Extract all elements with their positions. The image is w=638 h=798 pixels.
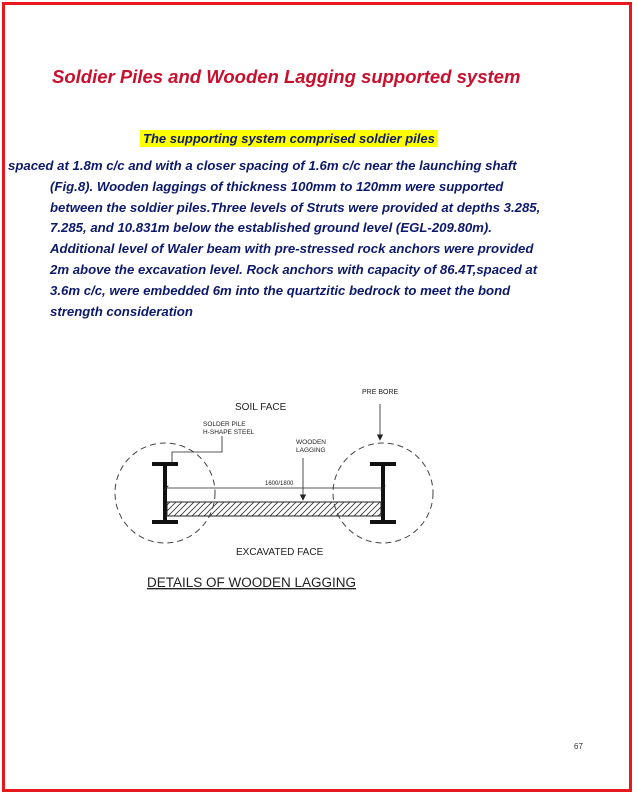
highlighted-intro: The supporting system comprised soldier piles — [140, 130, 438, 147]
body-line: 7.285, and 10.831m below the established ground level (EGL-209.80m). — [50, 220, 492, 236]
lagging-label: LAGGING — [296, 447, 326, 454]
solder-pile-leader — [172, 436, 222, 464]
body-line: strength consideration — [50, 303, 193, 319]
body-line: 3.6m c/c, were embedded 6m into the quartzitic bedrock to meet the bond — [50, 282, 511, 298]
figure-caption: DETAILS OF WOODEN LAGGING — [147, 575, 357, 590]
body-paragraph — [8, 156, 590, 322]
body-line: (Fig.8). Wooden laggings of thickness 100mm to 120mm were supported — [50, 178, 504, 194]
lagging-board — [167, 502, 381, 516]
h-shape-steel-label: H-SHAPE STEEL — [203, 429, 255, 436]
body-line: between the soldier piles.Three levels of Struts were provided at depths 3.285, — [50, 199, 541, 215]
lagging-diagram — [100, 380, 520, 600]
body-line: 2m above the excavation level. Rock anchors with capacity of 86.4T,spaced at — [50, 261, 538, 277]
solder-pile-label: SOLDER PILE — [203, 421, 246, 428]
wooden-label: WOODEN — [296, 439, 326, 446]
section-title: Soldier Piles and Wooden Lagging supported system — [52, 66, 521, 87]
page-number: 67 — [574, 742, 583, 751]
soil-face-label: SOIL FACE — [235, 402, 287, 413]
excavated-face-label: EXCAVATED FACE — [236, 547, 324, 558]
body-line: spaced at 1.8m c/c and with a closer spacing of 1.6m c/c near the launching shaft — [8, 158, 517, 173]
body-line: Additional level of Waler beam with pre-stressed rock anchors were provided — [50, 241, 534, 257]
wooden-lagging-figure — [100, 380, 520, 600]
pre-bore-label: PRE BORE — [362, 389, 399, 396]
dimension-label: 1600/1800 — [265, 481, 294, 487]
